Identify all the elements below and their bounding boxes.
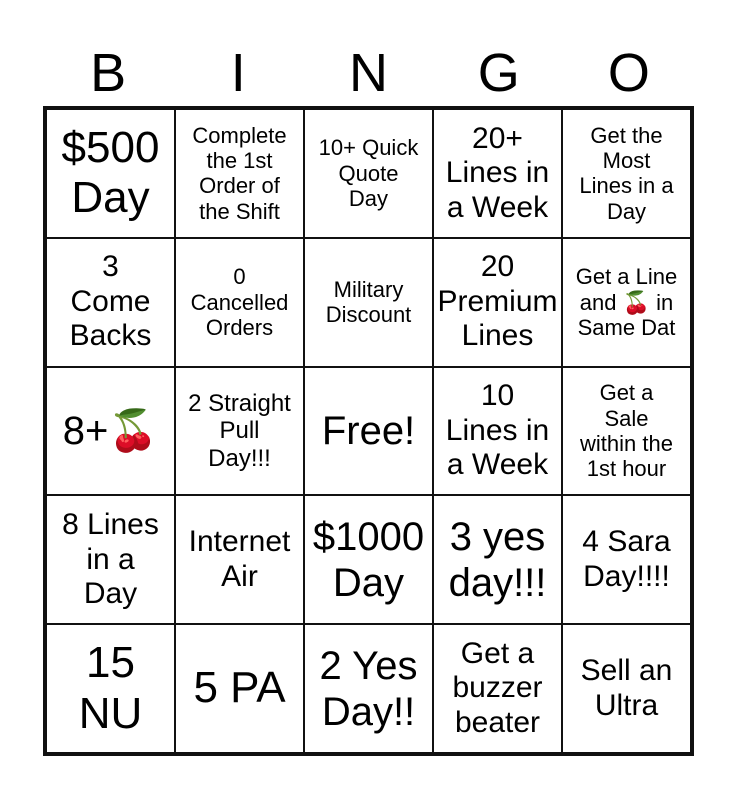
bingo-cell-text: 8+🍒 (62, 408, 159, 453)
bingo-cell-text: Military Discount (325, 276, 412, 328)
bingo-cell[interactable] (175, 109, 304, 238)
bingo-cell[interactable] (46, 367, 175, 496)
bingo-cell-text: $500 Day (61, 122, 160, 223)
bingo-cell[interactable] (175, 238, 304, 367)
bingo-cell[interactable] (175, 367, 304, 496)
bingo-cell-text: 2 Straight Pull Day!!! (188, 389, 291, 472)
bingo-cell-text: Get a Line and 🍒 in Same Dat (575, 264, 678, 340)
bingo-cell-text: Complete the 1st Order of the Shift (192, 122, 287, 224)
bingo-cell[interactable] (433, 624, 562, 753)
header-letter-n: N (348, 43, 388, 103)
bingo-cell-text: Free! (321, 408, 416, 453)
bingo-board (43, 106, 694, 756)
bingo-cell[interactable] (304, 367, 433, 496)
bingo-cell-text: 3 yes day!!! (448, 514, 547, 605)
bingo-cell-text: 10+ Quick Quote Day (318, 135, 419, 212)
bingo-cell[interactable] (175, 624, 304, 753)
bingo-cell[interactable] (304, 238, 433, 367)
header-letter-i: I (230, 43, 246, 103)
bingo-cell-text: Sell an Ultra (580, 654, 673, 722)
bingo-cell[interactable] (562, 109, 691, 238)
bingo-cell-text: 20+ Lines in a Week (445, 121, 550, 224)
bingo-cell[interactable] (304, 624, 433, 753)
bingo-cell[interactable] (433, 109, 562, 238)
bingo-cell[interactable] (46, 624, 175, 753)
header-letter-o: O (607, 43, 650, 103)
bingo-cell[interactable] (433, 238, 562, 367)
bingo-header (43, 40, 694, 106)
bingo-cell[interactable] (562, 624, 691, 753)
bingo-cell-text: 15 NU (78, 638, 143, 738)
bingo-cell-text: 10 Lines in a Week (445, 379, 550, 482)
bingo-cell-text: Get a Sale within the 1st hour (580, 380, 673, 482)
bingo-cell-text: Get a buzzer beater (452, 636, 543, 739)
bingo-cell[interactable] (46, 238, 175, 367)
bingo-cell-text: Internet Air (188, 525, 291, 593)
bingo-cell-text: 3 Come Backs (69, 250, 152, 353)
bingo-cell-text: 20 Premium Lines (437, 250, 558, 353)
bingo-cell-text: 0 Cancelled Orders (190, 264, 289, 340)
bingo-cell[interactable] (562, 238, 691, 367)
bingo-cell-text: $1000 Day (312, 514, 425, 605)
bingo-cell[interactable] (433, 495, 562, 624)
bingo-cell[interactable] (433, 367, 562, 496)
bingo-cell[interactable] (304, 495, 433, 624)
bingo-cell-text: 5 PA (193, 663, 286, 713)
bingo-cell[interactable] (304, 109, 433, 238)
bingo-cell-text: 4 Sara Day!!!! (582, 525, 671, 593)
bingo-cell-text: Get the Most Lines in a Day (579, 122, 674, 224)
bingo-cell[interactable] (562, 367, 691, 496)
bingo-cell[interactable] (562, 495, 691, 624)
bingo-cell[interactable] (46, 495, 175, 624)
bingo-cell-text: 8 Lines in a Day (62, 508, 159, 611)
bingo-cell[interactable] (175, 495, 304, 624)
bingo-cell-text: 2 Yes Day!! (319, 643, 418, 734)
header-letter-g: G (477, 43, 520, 103)
header-letter-b: B (90, 43, 127, 103)
bingo-cell[interactable] (46, 109, 175, 238)
